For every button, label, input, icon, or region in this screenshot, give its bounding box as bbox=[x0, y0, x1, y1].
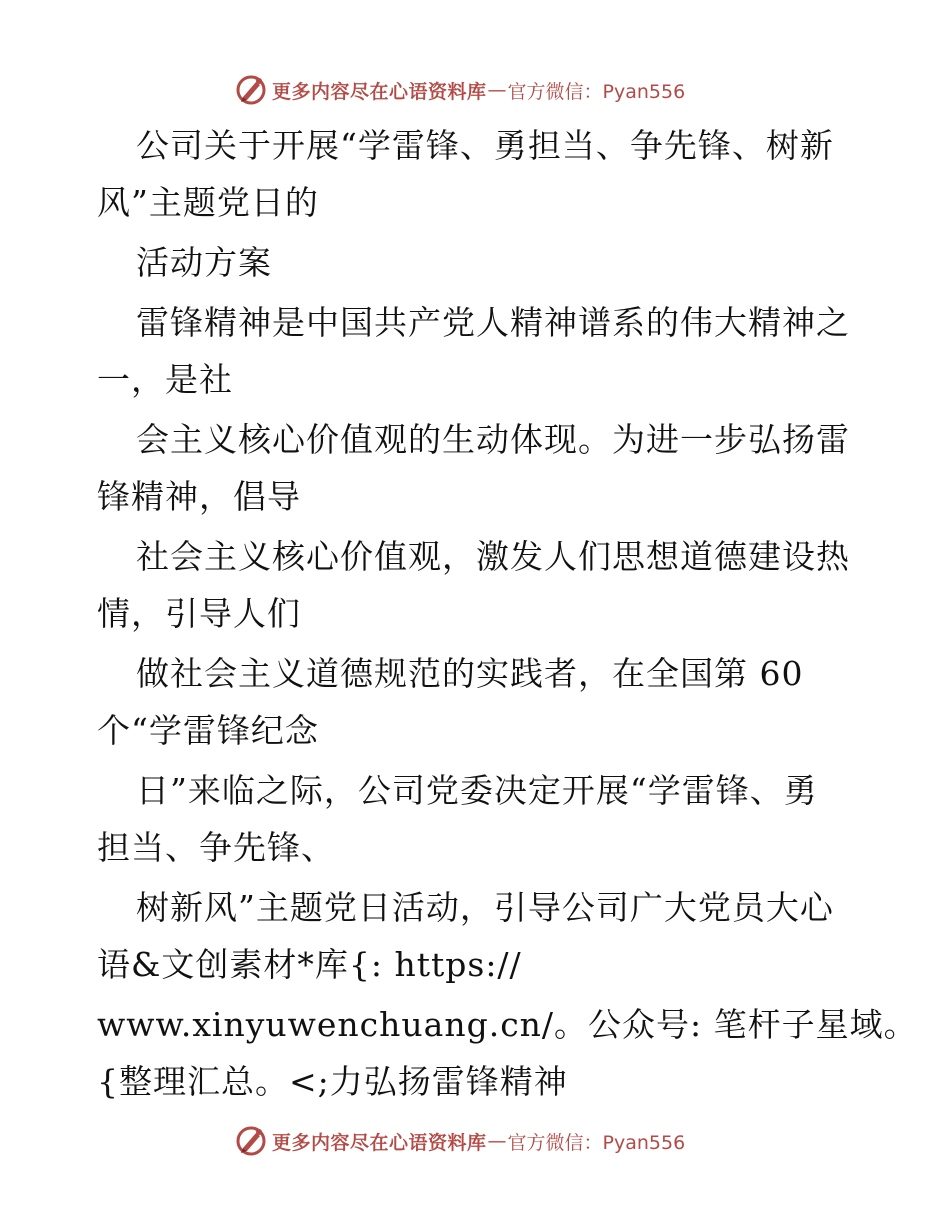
doc-line-14: 树新风”主题党日活动，引导公司广大党员大心 bbox=[136, 888, 834, 927]
footer-watermark bbox=[234, 1122, 714, 1160]
banner-separator: — bbox=[487, 1130, 507, 1152]
banner-site-text: 更多内容尽在心语资料库 bbox=[272, 80, 487, 103]
doc-line-4: 雷锋精神是中国共产党人精神谱系的伟大精神之 bbox=[136, 303, 850, 342]
doc-line-5: 一，是社 bbox=[97, 360, 233, 399]
doc-line-10: 做社会主义道德规范的实践者，在全国第 60 bbox=[136, 654, 804, 693]
doc-line-16: www.xinyuwenchuang.cn/。公众号: 笔杆子星域。 bbox=[97, 1005, 918, 1044]
doc-line-7: 锋精神，倡导 bbox=[97, 477, 301, 516]
pen-circle-logo-icon bbox=[234, 1124, 268, 1158]
header-watermark bbox=[234, 71, 714, 109]
doc-line-8: 社会主义核心价值观，激发人们思想道德建设热 bbox=[136, 537, 850, 576]
pen-circle-logo-icon bbox=[234, 73, 268, 107]
doc-line-9: 情，引导人们 bbox=[97, 594, 301, 633]
banner-wechat-text: 官方微信：Pyan556 bbox=[507, 1131, 686, 1154]
banner-separator: — bbox=[487, 79, 507, 101]
doc-title-line-1: 公司关于开展“学雷锋、勇担当、争先锋、树新 bbox=[136, 126, 834, 165]
banner-site-text: 更多内容尽在心语资料库 bbox=[272, 1131, 487, 1154]
doc-title-line-2: 风”主题党日的 bbox=[97, 183, 319, 222]
doc-line-6: 会主义核心价值观的生动体现。为进一步弘扬雷 bbox=[136, 420, 850, 459]
doc-line-17: {整理汇总。<;力弘扬雷锋精神 bbox=[97, 1062, 568, 1101]
doc-line-12: 日”来临之际，公司党委决定开展“学雷锋、勇 bbox=[136, 771, 818, 810]
doc-line-11: 个“学雷锋纪念 bbox=[97, 711, 319, 750]
doc-line-13: 担当、争先锋、 bbox=[97, 828, 335, 867]
doc-title-line-3: 活动方案 bbox=[136, 243, 272, 282]
banner-wechat-text: 官方微信：Pyan556 bbox=[507, 80, 686, 103]
doc-line-15: 语&文创素材*库{: https:// bbox=[97, 945, 522, 984]
